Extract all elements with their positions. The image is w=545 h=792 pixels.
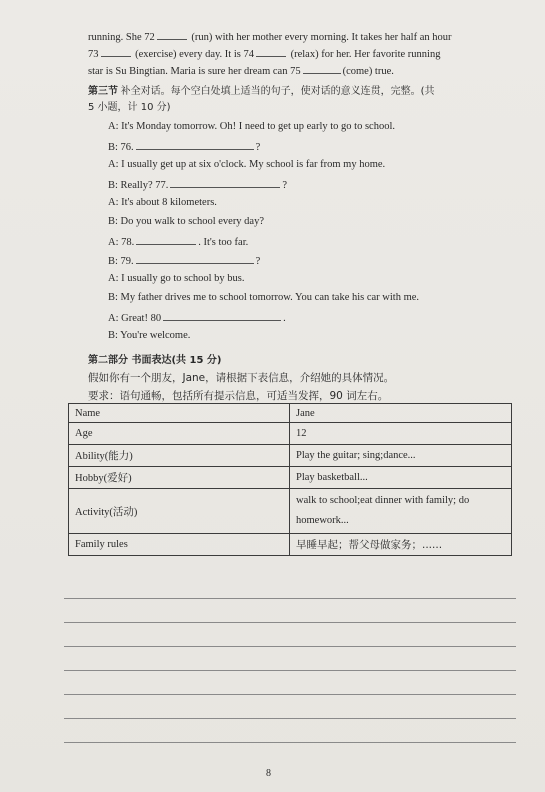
dialogue-line: B: 79. ?	[108, 256, 261, 267]
writing-line[interactable]	[64, 598, 516, 599]
writing-line[interactable]	[64, 622, 516, 623]
dialogue-line: A: Great! 80 .	[108, 313, 286, 324]
dialogue-line: B: You're welcome.	[108, 330, 191, 341]
writing-line[interactable]	[64, 694, 516, 695]
table-row	[69, 404, 512, 423]
dialogue-line: B: Do you walk to school every day?	[108, 216, 265, 227]
writing-prompt: 假如你有一个朋友，Jane，请根据下表信息，介绍她的具体情况。	[88, 372, 395, 384]
table-value: 早睡早起；帮父母做家务；......	[290, 534, 512, 556]
table-row	[69, 467, 512, 489]
blank-77[interactable]	[170, 178, 280, 188]
passage-text: star is Su Bingtian. Maria is sure her dream can 75	[88, 66, 301, 77]
table-value: walk to school;eat dinner with family; do homework...	[290, 489, 512, 534]
table-label: Ability(能力)	[69, 445, 290, 467]
table-value: Play the guitar; sing;dance...	[290, 445, 512, 467]
info-table	[68, 403, 512, 556]
table-row	[69, 534, 512, 556]
section-title: 第三节	[88, 86, 118, 97]
blank-79[interactable]	[136, 254, 254, 264]
dialogue-line: B: Really? 77. ?	[108, 180, 288, 191]
table-label: Hobby(爱好)	[69, 467, 290, 489]
passage-text: (exercise) every day. It is 74	[135, 49, 254, 60]
dialogue-line: A: I usually get up at six o'clock. My school is far from my home.	[108, 159, 386, 170]
page-number: 8	[266, 768, 271, 779]
table-value: 12	[290, 423, 512, 445]
passage-line-2	[88, 47, 440, 60]
table-label: Activity(活动)	[69, 489, 290, 534]
section-instruction-line-2	[88, 98, 171, 113]
section-instruction: 5 小题，计 10 分)	[88, 102, 171, 113]
dialogue-line: B: 76. ?	[108, 142, 261, 153]
table-row	[69, 489, 512, 534]
blank-76[interactable]	[136, 140, 254, 150]
passage-text: (relax) for her. Her favorite running	[290, 49, 441, 60]
passage-text: (run) with her mother every morning. It takes her half an hour	[191, 32, 452, 43]
blank-72[interactable]	[157, 30, 187, 40]
table-label: Name	[69, 404, 290, 423]
table-value: Play basketball...	[290, 467, 512, 489]
writing-line[interactable]	[64, 742, 516, 743]
writing-line[interactable]	[64, 718, 516, 719]
table-row	[69, 445, 512, 467]
writing-requirement: 要求：语句通畅，包括所有提示信息，可适当发挥，90 词左右。	[88, 390, 389, 402]
dialogue-line: A: 78. . It's too far.	[108, 237, 249, 248]
section-instruction: 补全对话。每个空白处填上适当的句子，使对话的意义连贯，完整。(共	[120, 86, 435, 97]
part2-title: 第二部分 书面表达(共 15 分)	[88, 355, 222, 366]
blank-75[interactable]	[303, 64, 341, 74]
table-label: Family rules	[69, 534, 290, 556]
writing-line[interactable]	[64, 646, 516, 647]
passage-line-1	[88, 30, 452, 43]
section-heading	[88, 82, 435, 97]
passage-line-3	[88, 64, 394, 77]
table-row	[69, 423, 512, 445]
table-label: Age	[69, 423, 290, 445]
dialogue-line: A: I usually go to school by bus.	[108, 273, 245, 284]
blank-73[interactable]	[101, 47, 131, 57]
passage-text: (come) true.	[342, 66, 394, 77]
passage-text: running. She 72	[88, 32, 155, 43]
table-value: Jane	[290, 404, 512, 423]
dialogue-line: B: My father drives me to school tomorrow. You can take his car with me.	[108, 292, 420, 303]
dialogue-line: A: It's Monday tomorrow. Oh! I need to get up early to go to school.	[108, 121, 395, 132]
dialogue-line: A: It's about 8 kilometers.	[108, 197, 217, 208]
passage-text: 73	[88, 49, 99, 60]
blank-74[interactable]	[256, 47, 286, 57]
blank-78[interactable]	[136, 235, 196, 245]
blank-80[interactable]	[163, 311, 281, 321]
writing-line[interactable]	[64, 670, 516, 671]
